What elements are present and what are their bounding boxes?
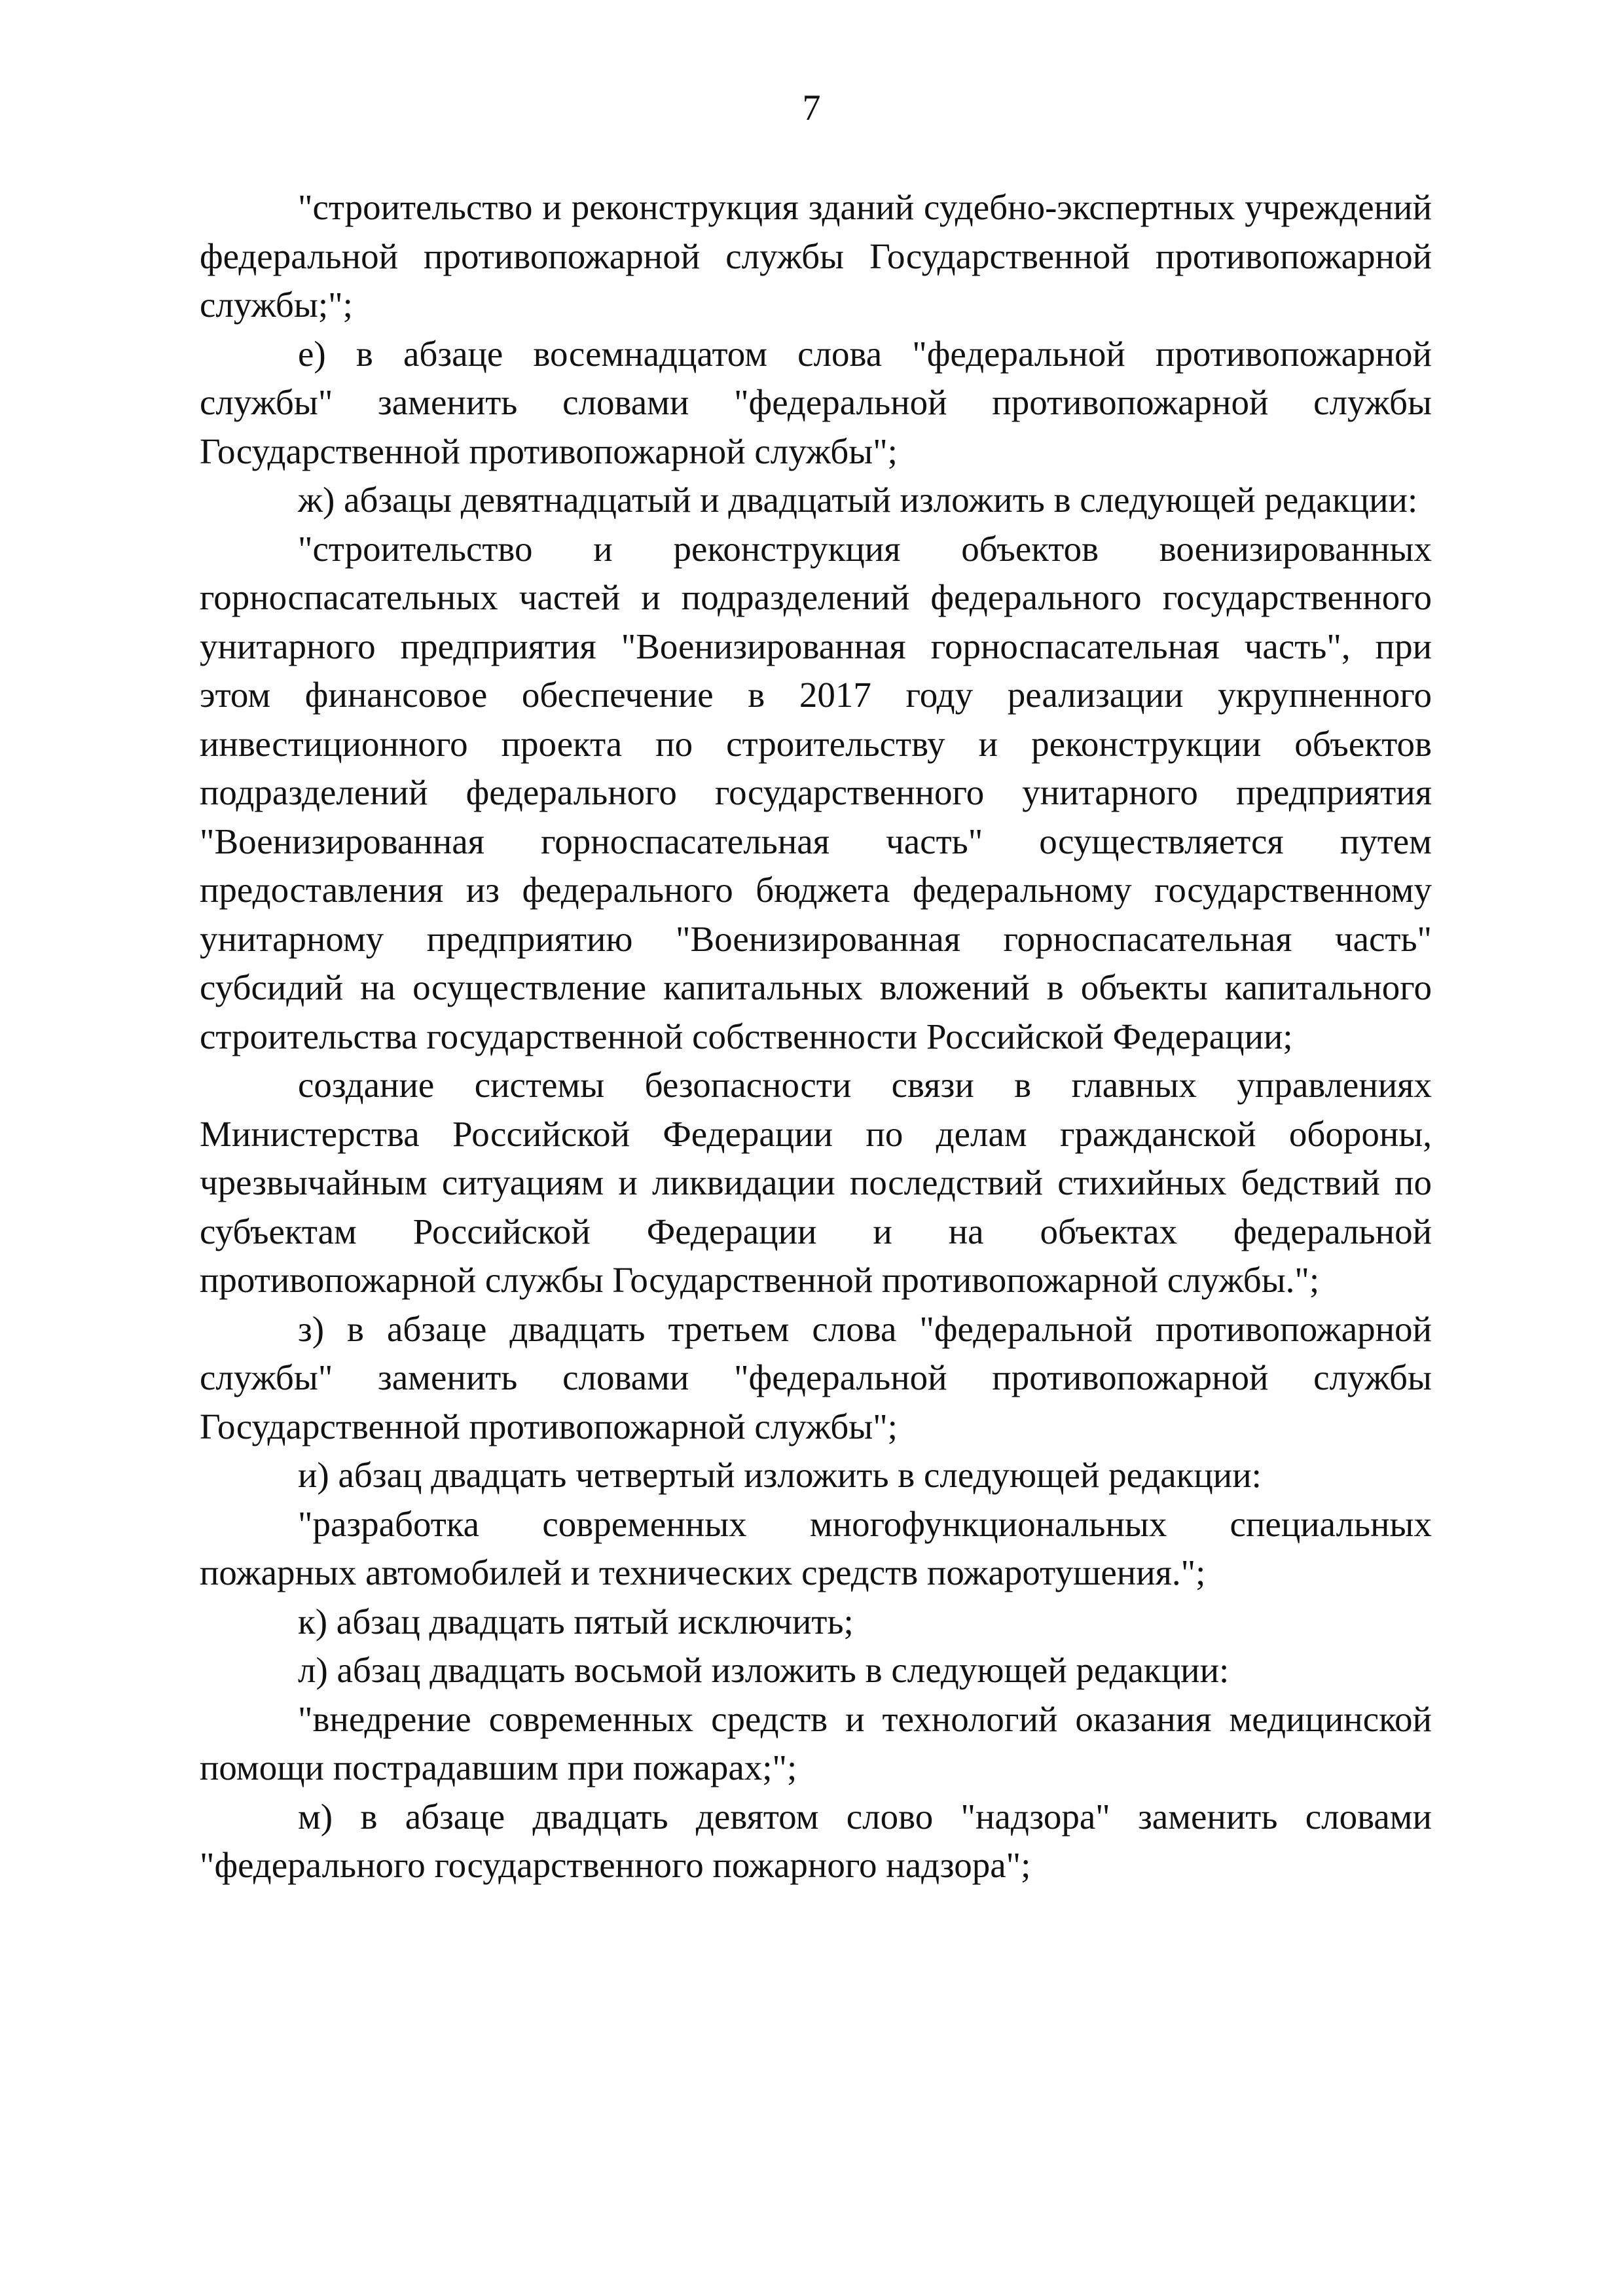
paragraph-item-i: и) абзац двадцать четвертый изложить в следующей редакции: xyxy=(298,1455,1262,1495)
paragraph-item-z: з) в абзаце двадцать третьем слова "федеральной противопожарной службы" заменить словами "федеральной противопожарной службы Государственной противопожарной службы"; xyxy=(200,1308,1432,1446)
paragraph-item-k: к) абзац двадцать пятый исключить; xyxy=(298,1601,854,1641)
paragraph-item-zh: ж) абзацы девятнадцатый и двадцатый изложить в следующей редакции: xyxy=(298,480,1418,520)
paragraph-quote-medical-help: "внедрение современных средств и технологий оказания медицинской помощи пострадавшим при пожарах;"; xyxy=(200,1698,1432,1787)
paragraph-item-l: л) абзац двадцать восьмой изложить в следующей редакции: xyxy=(298,1650,1230,1690)
paragraph-quote-mine-rescue: "строительство и реконструкция объектов военизированных горноспасательных частей и подразделений федерального государственного унитарного предприятия "Военизированная горноспасательная часть", при этом финансовое обеспечение в 2017 году реализации укрупненного инвестиционного проекта по строительству и реконструкции объектов подразделений федерального государственного унитарного предприятия "Военизированная горноспасательная часть" осуществляется путем предоставления из федерального бюджета федеральному государственному унитарному предприятию "Военизированная горноспасательная часть" субсидий на осуществление капитальных вложений в объекты капитального строительства государственной собственности Российской Федерации; xyxy=(200,528,1432,1056)
document-body xyxy=(200,183,1432,1890)
page-number: 7 xyxy=(802,88,821,128)
paragraph-quote-forensic-buildings: "строительство и реконструкция зданий судебно-экспертных учреждений федеральной противопожарной службы Государственной противопожарной службы;"; xyxy=(200,187,1432,325)
paragraph-quote-fire-vehicles: "разработка современных многофункциональных специальных пожарных автомобилей и технических средств пожаротушения."; xyxy=(200,1503,1432,1592)
paragraph-security-communications: создание системы безопасности связи в главных управлениях Министерства Российской Федерации по делам гражданской обороны, чрезвычайным ситуациям и ликвидации последствий стихийных бедствий по субъектам Российской Федерации и на объектах федеральной противопожарной службы Государственной противопожарной службы."; xyxy=(200,1065,1432,1300)
paragraph-item-e: е) в абзаце восемнадцатом слова "федеральной противопожарной службы" заменить словами "федеральной противопожарной службы Государственной противопожарной службы"; xyxy=(200,333,1432,471)
paragraph-item-m: м) в абзаце двадцать девятом слово "надзора" заменить словами "федерального государственного пожарного надзора"; xyxy=(200,1796,1432,1885)
